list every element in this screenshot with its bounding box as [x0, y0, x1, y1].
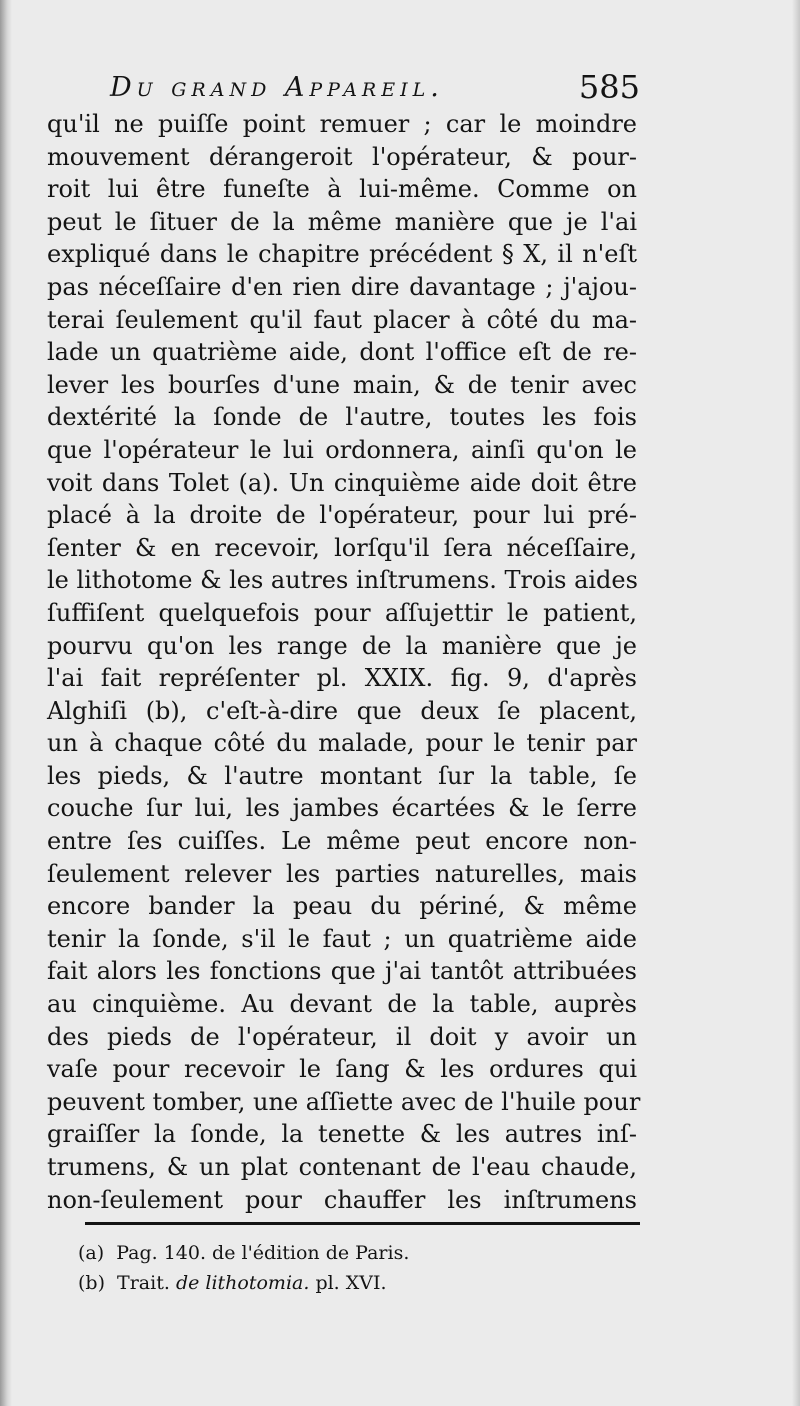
text-line: au cinquième. Au devant de la table, auprès: [47, 990, 637, 1019]
text-line: les pieds, & l'autre montant ſur la table, ſe: [47, 761, 637, 790]
text-line: que l'opérateur le lui ordonnera, ainſi qu'on le: [47, 435, 637, 464]
text-line: placé à la droite de l'opérateur, pour lui pré-: [47, 501, 637, 530]
text-line: Alghiſi (b), c'eſt-à-dire que deux ſe placent,: [47, 696, 637, 725]
text-line: graiſſer la ſonde, la tenette & les autres inſ-: [47, 1120, 637, 1149]
text-line: le lithotome & les autres inſtrumens. Trois aides: [47, 566, 638, 595]
footnote-rule: [85, 1222, 640, 1225]
text-line: un à chaque côté du malade, pour le tenir par: [47, 729, 637, 758]
text-line: voit dans Tolet (a). Un cinquième aide doit être: [47, 468, 637, 497]
footnote-b: [78, 1268, 598, 1298]
text-line: pas néceſſaire d'en rien dire davantage ; j'ajou-: [47, 272, 637, 301]
footnote-marker: (b): [78, 1272, 105, 1294]
running-title: Du grand Appareil.: [110, 72, 444, 103]
text-line: qu'il ne puiſſe point remuer ; car le moindre: [47, 110, 637, 138]
page-gutter-shadow: [0, 0, 12, 1406]
text-line: couche ſur lui, les jambes écartées & le ſerre: [47, 794, 637, 823]
text-line: trumens, & un plat contenant de l'eau chaude,: [47, 1153, 637, 1181]
footnote-a: [78, 1238, 598, 1268]
text-line: peuvent tomber, une aſſiette avec de l'huile pour: [47, 1087, 641, 1116]
text-line: ſeulement relever les parties naturelles, mais: [47, 859, 637, 888]
text-line: mouvement dérangeroit l'opérateur, & pour-: [47, 142, 637, 171]
text-line: non-ſeulement pour chauffer les inſtrumens: [47, 1185, 637, 1214]
text-line: l'ai fait repréſenter pl. XXIX. fig. 9, d'après: [47, 664, 637, 693]
text-line: lever les bourſes d'une main, & de tenir avec: [47, 370, 637, 399]
text-line: tenir la ſonde, s'il le faut ; un quatrième aide: [47, 924, 637, 953]
footnote-text: pl. XVI.: [315, 1272, 387, 1294]
text-line: ſuffiſent quelquefois pour aſſujettir le patient,: [47, 598, 637, 627]
text-line: entre ſes cuiſſes. Le même peut encore non-: [47, 827, 637, 856]
footnote-text: Pag. 140. de l'édition de Paris.: [116, 1242, 410, 1264]
text-line: roit lui être funeſte à lui-même. Comme on: [47, 175, 637, 204]
text-line: fait alors les fonctions que j'ai tantôt attribuées: [47, 957, 637, 986]
text-line: terai ſeulement qu'il faut placer à côté du ma-: [47, 305, 637, 334]
running-head: [110, 64, 640, 114]
body-text: [47, 108, 641, 1216]
text-line: peut le ſituer de la même manière que je l'ai: [47, 207, 637, 236]
text-line: lade un quatrième aide, dont l'office eſt de re-: [47, 338, 637, 367]
text-line: pourvu qu'on les range de la manière que je: [47, 631, 637, 660]
footnotes: [78, 1238, 598, 1298]
text-line: ſenter & en recevoir, lorſqu'il ſera néceſſaire,: [47, 533, 637, 562]
text-line: dextérité la ſonde de l'autre, toutes les fois: [47, 403, 637, 432]
text-line: vaſe pour recevoir le ſang & les ordures qui: [47, 1055, 637, 1084]
footnote-italic-title: de lithotomia.: [175, 1272, 310, 1294]
text-line: des pieds de l'opérateur, il doit y avoir un: [47, 1022, 637, 1051]
page-number: 585: [578, 68, 640, 106]
text-line: encore bander la peau du périné, & même: [47, 892, 637, 921]
text-line: expliqué dans le chapitre précédent § X, il n'eſt: [47, 240, 637, 269]
footnote-text: Trait.: [117, 1272, 170, 1294]
footnote-marker: (a): [78, 1242, 105, 1264]
page-edge-shadow: [792, 0, 800, 1406]
